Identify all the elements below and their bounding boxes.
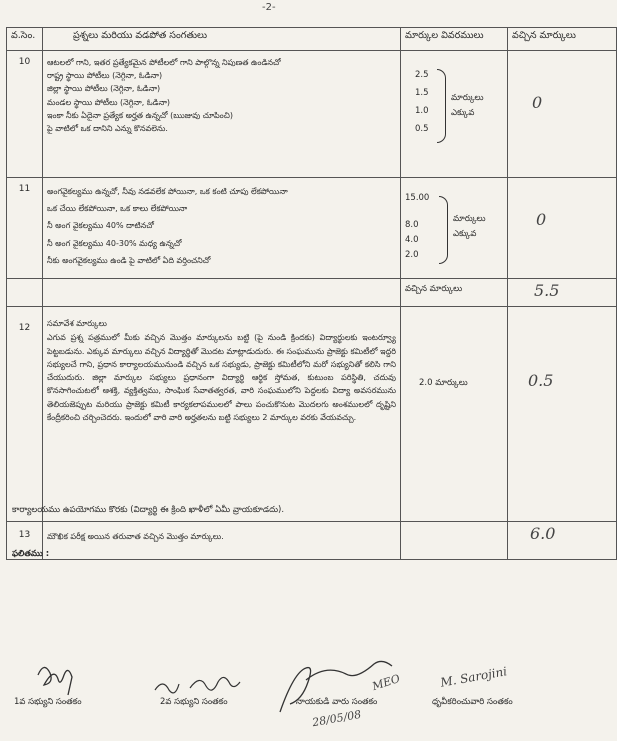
interview-description: ఎగువ ప్రశ్న పత్రములో మీకు వచ్చిన మొత్తం మార్కులను బట్టి (పై నుండి క్రిందకు) విద్యార్థులకు ఇంటర్వ్యూ పెట్టబడును. ఎక్కువ మార్కులు వచ్చిన విద్యార్థితో మొదట మాట్లాడుదురు. ఈ సంఘమును ప్రాజెక్టు కమిటీలో ఇద్దరి సభ్యులచే గాని, ప్రధాన కార్యాలయమునుండి వచ్చిన ఒక సభ్యుడు, ప్రాజెక్టు కమిటీలోని మరో సభ్యునితో కలిసి గాని చేయుదురు. జిల్లా మార్కుల సభ్యులు ప్రధానంగా విద్యార్థి ఆర్థిక స్తోమత, కుటుంబ పరిస్థితి, చదువు కొనసాగించుటలో ఆశక్తి, వ్యక్తిత్వము, సాంఘిక సేవాతత్వరత, వారి సంఘములోని పెద్దలకు విద్యా అవసరమును తెలియజెప్పుట మరియు ప్రాజెక్టు కమిటీ కార్యకలాపములలో పాలు పంచుకొనుట మొదలగు అంశములలో దృష్టిని కేంద్రీకరించి చర్చించెదరు. ఇందులో వారి వారి అర్హతలను బట్టి సభ్యులు 2 మార్కుల వరకు వేయవచ్చు. bbox=[47, 333, 396, 422]
subtotal-cell bbox=[508, 279, 617, 307]
marks-value: 2.0 మార్కులు bbox=[419, 378, 468, 388]
brace-icon bbox=[439, 196, 448, 264]
question-line: రాష్ట్ర స్థాయి పోటీలు (నెగ్గినా, ఓడినా) bbox=[47, 71, 163, 81]
table-header bbox=[7, 28, 617, 51]
row-number: 12 bbox=[7, 307, 43, 522]
marks-value: 1.5 bbox=[415, 88, 429, 98]
member2-signature-icon bbox=[150, 670, 250, 700]
header-sno: వ.సెం. bbox=[7, 28, 43, 51]
marks-value: 4.0 bbox=[405, 235, 419, 245]
question-line: అంగవైకల్యము ఉన్నచో, నీవు నడవలేక పోయినా, ఒక కంటి చూపు లేకపోయినా bbox=[47, 187, 288, 196]
verifier-handwritten-name: M. Sarojini bbox=[439, 664, 509, 690]
header-marks-detail: మార్కుల వివరములు bbox=[401, 28, 508, 51]
marks-obtained-cell bbox=[508, 51, 617, 178]
verifier-signature-label: ధృవీకరించువారి సంతకం bbox=[432, 697, 513, 707]
marks-obtained-cell bbox=[508, 522, 617, 560]
question-line: జిల్లా స్థాయి పోటీలు (నెగ్గినా, ఓడినా) bbox=[47, 84, 161, 94]
leader-handwritten-note: MEO bbox=[370, 671, 402, 694]
row-number: 10 bbox=[7, 51, 43, 178]
handwritten-date: 28/05/08 bbox=[311, 707, 363, 730]
obtained-value: 6.0 bbox=[530, 524, 556, 543]
marks-value: 2.0 bbox=[405, 250, 419, 260]
row-number: 11 bbox=[7, 178, 43, 279]
header-marks-obtained: వచ్చిన మార్కులు bbox=[508, 28, 617, 51]
marks-value: 8.0 bbox=[405, 220, 419, 230]
section-title: సమావేశ మార్కులు bbox=[47, 319, 107, 328]
question-line: మండల స్థాయి పోటీలు (నెగ్గినా, ఓడినా) bbox=[47, 97, 171, 107]
leader-signature-label: నాయకుడి వారు సంతకం bbox=[296, 697, 378, 707]
member2-signature-label: 2వ సభ్యుని సంతకం bbox=[160, 697, 228, 707]
marks-detail-cell bbox=[401, 51, 508, 178]
table-row bbox=[7, 178, 617, 279]
blank-cell bbox=[401, 522, 508, 560]
brace-icon bbox=[437, 69, 446, 143]
obtained-value: 0 bbox=[532, 93, 543, 112]
marks-value: 2.5 bbox=[415, 70, 429, 80]
result-label: ఫలితము : bbox=[12, 549, 50, 559]
member1-signature-label: 1వ సభ్యుని సంతకం bbox=[14, 697, 82, 707]
header-question: ప్రశ్నలు మరియు వడపోత సంగతులు bbox=[43, 28, 401, 51]
marks-obtained-cell bbox=[508, 307, 617, 522]
marks-detail-cell bbox=[401, 307, 508, 522]
subtotal-label: వచ్చిన మార్కులు bbox=[401, 279, 508, 307]
row-question bbox=[43, 51, 401, 178]
question-line: నీ అంగ వైకల్యము 40% దాటినచో bbox=[47, 221, 154, 231]
member1-signature-icon bbox=[30, 655, 80, 695]
marks-detail-cell bbox=[401, 178, 508, 279]
table-row bbox=[7, 51, 617, 178]
marks-value: 15.00 bbox=[405, 193, 430, 203]
question-line: పై వాటిలో ఒక దానిని ఎన్ను కొనవలెను. bbox=[47, 124, 168, 134]
obtained-value: 0.5 bbox=[528, 371, 554, 390]
table-row bbox=[7, 307, 617, 522]
subtotal-value: 5.5 bbox=[534, 281, 560, 300]
question-line: ఆటలలో గాని, ఇతర ప్రత్యేకమైన పోటీలలో గాని పాల్గొన్న నిపుణత ఉండినచో bbox=[47, 58, 281, 67]
blank-cell bbox=[7, 279, 43, 307]
row-number: 13 bbox=[7, 522, 43, 560]
question-line: ఇంకా నీకు ఏదైనా ప్రత్యేక అర్హత ఉన్నచో (ఋజువు చూపించి) bbox=[47, 110, 233, 120]
office-note: కార్యాలయము ఉపయోగము కొరకు (విద్యార్థి ఈ క్రింది ఖాళీలో ఏమీ వ్రాయకూడదు). bbox=[12, 505, 285, 515]
question-line: ఒక చేయి లేకపోయినా, ఒక కాలు లేకపోయినా bbox=[47, 204, 188, 214]
row-question bbox=[43, 178, 401, 279]
blank-cell bbox=[43, 279, 401, 307]
marks-note: మార్కులు ఎక్కువ bbox=[453, 214, 486, 239]
question-line: నీకు అంగవైకల్యము ఉండి పై వాటిలో ఏది వర్తించనిచో bbox=[47, 255, 211, 265]
subtotal-row bbox=[7, 279, 617, 307]
marks-value: 1.0 bbox=[415, 106, 429, 116]
page-number: -2- bbox=[262, 2, 276, 13]
marks-value: 0.5 bbox=[415, 124, 429, 134]
question-line: నీ అంగ వైకల్యము 40-30% మధ్య ఉన్నచో bbox=[47, 238, 182, 248]
obtained-value: 0 bbox=[536, 210, 547, 229]
total-label: మౌఖిక పరీక్ష అయిన తరువాత వచ్చిన మొత్తం మార్కులు. bbox=[47, 532, 224, 541]
marks-obtained-cell bbox=[508, 178, 617, 279]
marks-note: మార్కులు ఎక్కువ bbox=[451, 93, 484, 118]
row-question bbox=[43, 522, 401, 560]
row-question bbox=[43, 307, 401, 522]
table-row bbox=[7, 522, 617, 560]
marks-table bbox=[6, 27, 617, 560]
